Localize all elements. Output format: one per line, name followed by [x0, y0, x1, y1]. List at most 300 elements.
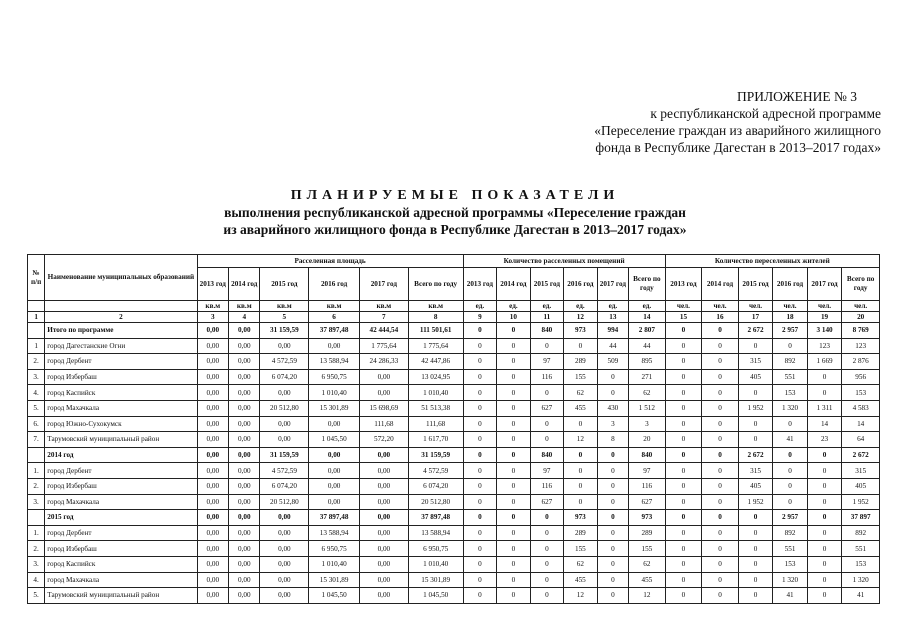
- table-cell: 0: [702, 354, 739, 370]
- column-number: 10: [497, 312, 531, 323]
- table-cell: 551: [773, 369, 808, 385]
- table-cell: 44: [629, 338, 666, 354]
- table-cell: 892: [773, 354, 808, 370]
- table-cell: 0,00: [229, 323, 260, 339]
- table-cell: 0: [665, 494, 702, 510]
- table-cell: 31 159,59: [260, 323, 309, 339]
- table-cell: 0: [702, 510, 739, 526]
- table-cell: 2 957: [773, 510, 808, 526]
- column-header: 2016 год: [309, 268, 360, 301]
- table-cell: 0: [497, 323, 531, 339]
- table-cell: 0,00: [359, 463, 408, 479]
- table-cell: 155: [564, 541, 598, 557]
- table-cell: 0,00: [309, 463, 360, 479]
- table-cell: 0: [564, 478, 598, 494]
- table-cell: 892: [773, 525, 808, 541]
- table-cell: 15 698,69: [359, 400, 408, 416]
- table-cell: 973: [564, 323, 598, 339]
- table-cell: 116: [530, 478, 564, 494]
- row-number: 5.: [28, 400, 45, 416]
- table-cell: 0: [497, 385, 531, 401]
- table-cell: 23: [807, 432, 842, 448]
- table-cell: 12: [564, 432, 598, 448]
- indicators-table: [27, 254, 880, 604]
- table-cell: 0,00: [197, 463, 228, 479]
- table-cell: 840: [530, 323, 564, 339]
- table-cell: 0: [807, 447, 842, 463]
- unit-cell: кв.м: [260, 301, 309, 312]
- table-cell: 0: [497, 463, 531, 479]
- table-cell: 6 950,75: [309, 369, 360, 385]
- table-cell: 1 669: [807, 354, 842, 370]
- table-cell: 0: [807, 369, 842, 385]
- table-cell: 0,00: [359, 385, 408, 401]
- table-cell: 64: [842, 432, 880, 448]
- column-header: 2015 год: [738, 268, 773, 301]
- table-cell: 0: [738, 556, 773, 572]
- table-cell: 0,00: [260, 525, 309, 541]
- table-cell: 0: [665, 323, 702, 339]
- table-cell: 0: [807, 556, 842, 572]
- table-cell: 0,00: [229, 572, 260, 588]
- table-cell: 31 159,59: [260, 447, 309, 463]
- table-cell: 0: [738, 338, 773, 354]
- table-cell: 0: [738, 385, 773, 401]
- table-cell: 455: [564, 572, 598, 588]
- row-name: Итого по программе: [45, 323, 197, 339]
- table-cell: 0: [702, 400, 739, 416]
- column-header: 2015 год: [530, 268, 564, 301]
- table-cell: 20 512,80: [260, 494, 309, 510]
- row-number: [28, 510, 45, 526]
- table-row: [28, 338, 880, 354]
- table-cell: 3: [629, 416, 666, 432]
- table-cell: 0: [597, 525, 628, 541]
- table-cell: 0: [665, 572, 702, 588]
- table-cell: 153: [773, 556, 808, 572]
- table-cell: 0: [597, 478, 628, 494]
- table-cell: 315: [842, 463, 880, 479]
- table-cell: 0,00: [229, 400, 260, 416]
- table-row: [28, 556, 880, 572]
- table-cell: 0,00: [229, 416, 260, 432]
- table-cell: 6 950,75: [408, 541, 463, 557]
- table-cell: 0: [530, 541, 564, 557]
- table-cell: 0,00: [197, 416, 228, 432]
- table-cell: 0: [597, 494, 628, 510]
- table-cell: 0: [597, 463, 628, 479]
- table-cell: 2 672: [738, 447, 773, 463]
- table-cell: 405: [738, 478, 773, 494]
- appendix-line: фонда в Республике Дагестан в 2013–2017 годах»: [595, 140, 881, 155]
- table-cell: 315: [738, 354, 773, 370]
- column-number: 1: [28, 312, 45, 323]
- table-cell: 0,00: [197, 572, 228, 588]
- table-cell: 0: [738, 510, 773, 526]
- table-cell: 153: [842, 385, 880, 401]
- table-cell: 14: [807, 416, 842, 432]
- table-cell: 42 447,86: [408, 354, 463, 370]
- table-cell: 155: [564, 369, 598, 385]
- table-row: [28, 400, 880, 416]
- table-cell: 0: [702, 556, 739, 572]
- table-cell: 62: [564, 385, 598, 401]
- table-cell: 62: [629, 385, 666, 401]
- row-number: 2.: [28, 478, 45, 494]
- row-number: 4.: [28, 572, 45, 588]
- table-cell: 289: [564, 354, 598, 370]
- table-cell: 0: [463, 385, 497, 401]
- title-subtitle: выполнения республиканской адресной программы «Переселение граждан: [224, 205, 686, 220]
- table-cell: 405: [842, 478, 880, 494]
- table-cell: 1 320: [773, 572, 808, 588]
- table-cell: 0,00: [260, 432, 309, 448]
- column-header: 2016 год: [773, 268, 808, 301]
- row-number: 1.: [28, 525, 45, 541]
- table-cell: 111 501,61: [408, 323, 463, 339]
- table-cell: 13 588,94: [309, 354, 360, 370]
- table-cell: 2 672: [842, 447, 880, 463]
- table-cell: 1 952: [738, 400, 773, 416]
- table-cell: 973: [629, 510, 666, 526]
- table-cell: 0: [773, 463, 808, 479]
- table-cell: 8 769: [842, 323, 880, 339]
- column-header: 2013 год: [665, 268, 702, 301]
- table-cell: 0: [463, 588, 497, 604]
- table-cell: 97: [530, 354, 564, 370]
- table-cell: 4 583: [842, 400, 880, 416]
- table-cell: 0,00: [359, 572, 408, 588]
- column-header: 2017 год: [807, 268, 842, 301]
- table-cell: 0: [497, 478, 531, 494]
- table-cell: 44: [597, 338, 628, 354]
- unit-cell: кв.м: [359, 301, 408, 312]
- table-cell: 0: [463, 447, 497, 463]
- table-cell: 0,00: [359, 494, 408, 510]
- table-cell: 0: [738, 432, 773, 448]
- unit-cell: чел.: [842, 301, 880, 312]
- table-cell: 2 876: [842, 354, 880, 370]
- table-cell: 0,00: [197, 541, 228, 557]
- table-cell: 0,00: [197, 494, 228, 510]
- table-cell: 1 320: [842, 572, 880, 588]
- table-cell: 0: [530, 385, 564, 401]
- table-cell: 1 775,64: [408, 338, 463, 354]
- table-cell: 62: [564, 556, 598, 572]
- table-cell: 0,00: [229, 588, 260, 604]
- column-header: 2013 год: [197, 268, 228, 301]
- unit-cell: чел.: [665, 301, 702, 312]
- table-cell: 0,00: [197, 323, 228, 339]
- table-cell: 6 074,20: [408, 478, 463, 494]
- table-cell: 153: [842, 556, 880, 572]
- table-cell: 1 045,50: [408, 588, 463, 604]
- table-cell: 0: [665, 385, 702, 401]
- column-header: 2015 год: [260, 268, 309, 301]
- table-cell: 509: [597, 354, 628, 370]
- table-cell: 0: [773, 478, 808, 494]
- row-name: город Дагестанские Огни: [45, 338, 197, 354]
- unit-cell: кв.м: [197, 301, 228, 312]
- row-number: 3.: [28, 369, 45, 385]
- header-group-premises: Количество расселенных помещений: [463, 255, 665, 268]
- table-cell: 0,00: [229, 447, 260, 463]
- column-number: 4: [229, 312, 260, 323]
- table-cell: 0: [773, 447, 808, 463]
- column-number: 14: [629, 312, 666, 323]
- table-cell: 13 588,94: [408, 525, 463, 541]
- column-header: 2014 год: [497, 268, 531, 301]
- table-cell: 0,00: [260, 588, 309, 604]
- table-cell: 0,00: [309, 478, 360, 494]
- table-row: [28, 494, 880, 510]
- table-cell: 1 010,40: [408, 385, 463, 401]
- table-cell: 0: [497, 416, 531, 432]
- table-cell: 0,00: [229, 432, 260, 448]
- column-header: Всего по году: [842, 268, 880, 301]
- table-row: [28, 369, 880, 385]
- table-cell: 116: [530, 369, 564, 385]
- table-cell: 0,00: [197, 385, 228, 401]
- table-cell: 0: [665, 447, 702, 463]
- table-cell: 0: [665, 478, 702, 494]
- column-number: 18: [773, 312, 808, 323]
- unit-cell: ед.: [629, 301, 666, 312]
- table-cell: 0: [597, 541, 628, 557]
- table-cell: 4 572,59: [408, 463, 463, 479]
- table-cell: 14: [842, 416, 880, 432]
- table-cell: 0: [530, 416, 564, 432]
- table-cell: 1 045,50: [309, 588, 360, 604]
- table-cell: 0: [807, 525, 842, 541]
- table-cell: 13 588,94: [309, 525, 360, 541]
- table-cell: 430: [597, 400, 628, 416]
- unit-cell: чел.: [738, 301, 773, 312]
- row-number: 1: [28, 338, 45, 354]
- table-cell: 0: [702, 385, 739, 401]
- table-cell: 0,00: [359, 510, 408, 526]
- table-cell: 0: [665, 369, 702, 385]
- column-number: 16: [702, 312, 739, 323]
- column-number: 15: [665, 312, 702, 323]
- table-cell: 0,00: [197, 338, 228, 354]
- header-num: № п/п: [28, 255, 45, 301]
- unit-cell: ед.: [530, 301, 564, 312]
- table-cell: 0: [597, 572, 628, 588]
- table-cell: 8: [597, 432, 628, 448]
- column-header: Всего по году: [408, 268, 463, 301]
- table-cell: 6 074,20: [260, 478, 309, 494]
- title-main: ПЛАНИРУЕМЫЕ ПОКАЗАТЕЛИ: [290, 188, 620, 203]
- table-cell: 994: [597, 323, 628, 339]
- row-name: город Избербаш: [45, 541, 197, 557]
- table-cell: 0: [738, 416, 773, 432]
- table-cell: 42 444,54: [359, 323, 408, 339]
- table-cell: 0: [702, 588, 739, 604]
- table-cell: 0: [665, 400, 702, 416]
- table-row: [28, 478, 880, 494]
- row-name: город Махачкала: [45, 572, 197, 588]
- table-cell: 0: [463, 323, 497, 339]
- table-cell: 0: [702, 432, 739, 448]
- table-cell: 0,00: [260, 385, 309, 401]
- table-cell: 315: [738, 463, 773, 479]
- row-name: город Дербент: [45, 525, 197, 541]
- table-cell: 0: [665, 510, 702, 526]
- table-cell: 0,00: [260, 572, 309, 588]
- table-cell: 0: [530, 556, 564, 572]
- table-cell: 0,00: [260, 556, 309, 572]
- row-number: 4.: [28, 385, 45, 401]
- units-cell-empty: [45, 301, 197, 312]
- table-cell: 2 672: [738, 323, 773, 339]
- table-cell: 0: [463, 463, 497, 479]
- table-cell: 111,68: [408, 416, 463, 432]
- table-cell: 4 572,59: [260, 354, 309, 370]
- table-cell: 0: [807, 385, 842, 401]
- table-cell: 0: [463, 416, 497, 432]
- column-number: 9: [463, 312, 497, 323]
- table-cell: 4 572,59: [260, 463, 309, 479]
- table-cell: 153: [773, 385, 808, 401]
- table-cell: 0: [807, 510, 842, 526]
- column-header: 2014 год: [702, 268, 739, 301]
- table-cell: 0: [773, 416, 808, 432]
- table-cell: 271: [629, 369, 666, 385]
- table-cell: 0: [665, 525, 702, 541]
- row-name: 2014 год: [45, 447, 197, 463]
- table-cell: 0,00: [359, 525, 408, 541]
- table-cell: 0,00: [309, 494, 360, 510]
- table-cell: 0: [463, 541, 497, 557]
- table-cell: 0: [738, 588, 773, 604]
- table-cell: 0: [738, 572, 773, 588]
- table-cell: 20 512,80: [260, 400, 309, 416]
- table-cell: 0,00: [229, 525, 260, 541]
- row-name: город Дербент: [45, 354, 197, 370]
- table-cell: 37 897,48: [408, 510, 463, 526]
- table-cell: 0,00: [260, 541, 309, 557]
- table-cell: 0: [463, 525, 497, 541]
- table-cell: 0: [564, 463, 598, 479]
- row-number: 2.: [28, 354, 45, 370]
- unit-cell: ед.: [564, 301, 598, 312]
- row-number: [28, 323, 45, 339]
- table-cell: 0: [463, 432, 497, 448]
- table-cell: 2 807: [629, 323, 666, 339]
- appendix-header: [551, 88, 881, 156]
- column-number: 20: [842, 312, 880, 323]
- table-cell: 0: [530, 572, 564, 588]
- row-name: город Дербент: [45, 463, 197, 479]
- row-number: 3.: [28, 494, 45, 510]
- table-cell: 0: [807, 541, 842, 557]
- table-cell: 405: [738, 369, 773, 385]
- column-header: 2017 год: [359, 268, 408, 301]
- row-number: 2.: [28, 541, 45, 557]
- table-cell: 0,00: [260, 510, 309, 526]
- column-number: 19: [807, 312, 842, 323]
- table-cell: 1 010,40: [309, 385, 360, 401]
- table-cell: 0: [773, 338, 808, 354]
- table-cell: 840: [629, 447, 666, 463]
- column-header: 2017 год: [597, 268, 628, 301]
- table-cell: 1 775,64: [359, 338, 408, 354]
- table-cell: 0,00: [197, 369, 228, 385]
- table-cell: 0: [530, 588, 564, 604]
- table-cell: 0: [807, 494, 842, 510]
- table-cell: 0: [564, 338, 598, 354]
- table-cell: 12: [629, 588, 666, 604]
- table-cell: 0: [463, 369, 497, 385]
- table-cell: 0,00: [359, 556, 408, 572]
- table-cell: 0,00: [229, 463, 260, 479]
- table-cell: 840: [530, 447, 564, 463]
- row-number: [28, 447, 45, 463]
- table-cell: 0,00: [197, 447, 228, 463]
- table-cell: 20 512,80: [408, 494, 463, 510]
- table-cell: 0,00: [309, 338, 360, 354]
- table-cell: 1 952: [738, 494, 773, 510]
- table-cell: 0: [807, 478, 842, 494]
- units-cell-empty: [28, 301, 45, 312]
- table-cell: 0: [497, 510, 531, 526]
- row-number: 1.: [28, 463, 45, 479]
- table-cell: 6 074,20: [260, 369, 309, 385]
- table-cell: 0: [702, 463, 739, 479]
- table-cell: 0,00: [229, 541, 260, 557]
- table-cell: 0: [497, 525, 531, 541]
- table-cell: 0: [497, 588, 531, 604]
- table-cell: 31 159,59: [408, 447, 463, 463]
- table-cell: 0,00: [229, 478, 260, 494]
- table-cell: 41: [773, 432, 808, 448]
- table-cell: 51 513,38: [408, 400, 463, 416]
- table-cell: 0,00: [229, 556, 260, 572]
- table-cell: 0,00: [359, 447, 408, 463]
- table-cell: 289: [629, 525, 666, 541]
- column-number: 5: [260, 312, 309, 323]
- table-cell: 551: [842, 541, 880, 557]
- table-cell: 956: [842, 369, 880, 385]
- table-cell: 0: [702, 541, 739, 557]
- unit-cell: чел.: [773, 301, 808, 312]
- row-name: 2015 год: [45, 510, 197, 526]
- unit-cell: ед.: [597, 301, 628, 312]
- unit-cell: ед.: [497, 301, 531, 312]
- column-number: 7: [359, 312, 408, 323]
- table-cell: 289: [564, 525, 598, 541]
- table-cell: 37 897,48: [309, 323, 360, 339]
- unit-cell: ед.: [463, 301, 497, 312]
- table-cell: 0: [463, 494, 497, 510]
- table-cell: 627: [530, 494, 564, 510]
- document-title: [130, 187, 780, 238]
- table-cell: 0,00: [197, 556, 228, 572]
- table-cell: 0: [597, 447, 628, 463]
- table-cell: 0: [497, 494, 531, 510]
- table-cell: 155: [629, 541, 666, 557]
- table-cell: 41: [842, 588, 880, 604]
- table-cell: 0,00: [260, 416, 309, 432]
- table-cell: 0,00: [309, 416, 360, 432]
- table-cell: 3: [597, 416, 628, 432]
- table-cell: 0: [807, 572, 842, 588]
- table-cell: 0: [597, 588, 628, 604]
- table-cell: 0: [497, 338, 531, 354]
- table-cell: 1 010,40: [309, 556, 360, 572]
- appendix-number: ПРИЛОЖЕНИЕ № 3: [736, 89, 857, 104]
